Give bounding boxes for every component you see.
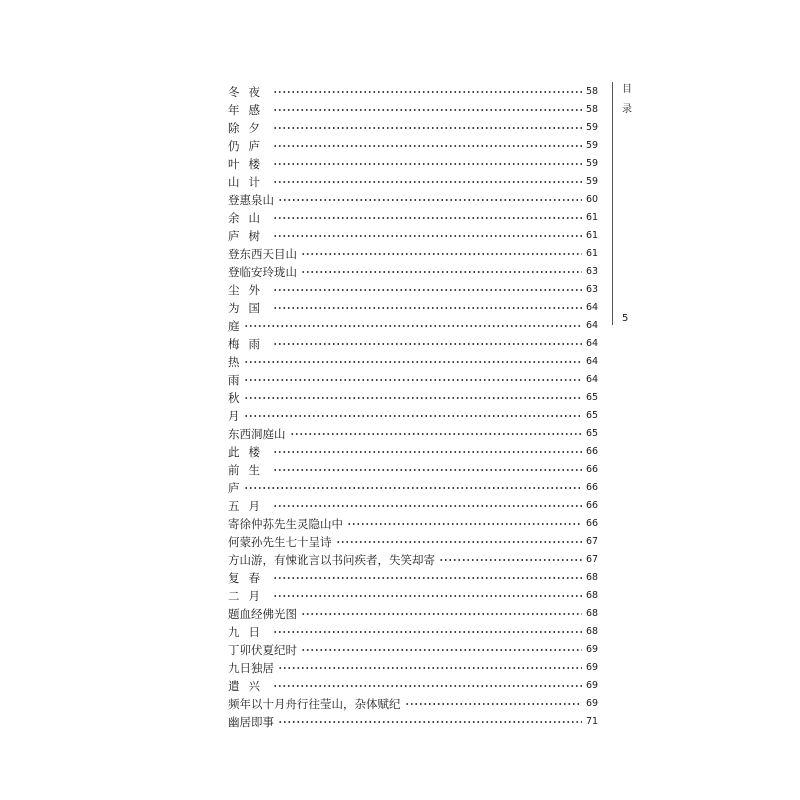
toc-entry: [228, 353, 598, 371]
toc-entry-page: 64: [586, 374, 599, 385]
side-divider: [612, 82, 613, 325]
toc-entry-page: 66: [586, 500, 599, 511]
toc-entry-page: 65: [586, 428, 599, 439]
toc-entry: [228, 137, 598, 155]
toc-entry-title: 山计: [228, 175, 269, 189]
toc-entry-title: 登惠泉山: [228, 193, 274, 207]
toc-entry-title: 热: [228, 355, 240, 369]
toc-entry-title: 秋: [228, 391, 240, 405]
toc-entry-page: 68: [586, 608, 599, 619]
dot-leader: [244, 395, 583, 401]
toc-entry-page: 69: [586, 644, 599, 655]
toc-entry-title: 九日: [228, 625, 269, 639]
dot-leader: [273, 143, 582, 149]
toc-entry-title: 余山: [228, 211, 269, 225]
toc-entry: [228, 659, 598, 677]
dot-leader: [244, 377, 583, 383]
toc-entry: [228, 587, 598, 605]
toc-entry: [228, 497, 598, 515]
dot-leader: [273, 305, 582, 311]
toc-entry-title: 何蒙孙先生七十呈诗: [228, 535, 332, 549]
toc-entry-title: 为国: [228, 301, 269, 315]
toc-entry-page: 64: [586, 302, 599, 313]
toc-entry-title: 此楼: [228, 445, 269, 459]
toc-entry-page: 69: [586, 662, 599, 673]
toc-entry-title: 复春: [228, 571, 269, 585]
toc-entry: [228, 425, 598, 443]
dot-leader: [273, 467, 582, 473]
toc-entry: [228, 173, 598, 191]
toc-entry-title: 频年以十月舟行往莹山，杂体赋纪: [228, 697, 401, 711]
toc-entry-page: 59: [586, 122, 599, 133]
dot-leader: [273, 575, 582, 581]
toc-entry-page: 67: [586, 536, 599, 547]
toc-entry-page: 69: [586, 680, 599, 691]
toc-entry-title: 方山游，有悚讹言以书问疾者，失笑却寄: [228, 553, 435, 567]
toc-entry: [228, 371, 598, 389]
running-header-char: 目: [622, 84, 632, 95]
dot-leader: [273, 125, 582, 131]
dot-leader: [273, 341, 582, 347]
toc-entry: [228, 569, 598, 587]
toc-entry: [228, 335, 598, 353]
toc-entry: [228, 407, 598, 425]
toc-entry-page: 66: [586, 446, 599, 457]
dot-leader: [301, 269, 582, 275]
toc-entry: [228, 389, 598, 407]
toc-entry-page: 63: [586, 284, 599, 295]
toc-entry: [228, 677, 598, 695]
toc-entry-page: 61: [586, 212, 599, 223]
toc-entry-title: 幽居即事: [228, 715, 274, 729]
toc-entry-title: 登东西天目山: [228, 247, 297, 261]
dot-leader: [273, 287, 582, 293]
page-number: 5: [622, 313, 629, 324]
toc-entry-title: 除夕: [228, 121, 269, 135]
toc-entry: [228, 263, 598, 281]
toc-entry-page: 63: [586, 266, 599, 277]
table-of-contents: [228, 83, 598, 731]
toc-entry-title: 月: [228, 409, 240, 423]
toc-entry: [228, 119, 598, 137]
toc-entry-page: 61: [586, 248, 599, 259]
toc-entry-title: 尘外: [228, 283, 269, 297]
toc-entry: [228, 245, 598, 263]
toc-entry-page: 66: [586, 464, 599, 475]
toc-entry: [228, 443, 598, 461]
toc-entry-page: 59: [586, 158, 599, 169]
toc-entry-page: 68: [586, 590, 599, 601]
toc-entry-page: 64: [586, 356, 599, 367]
dot-leader: [244, 413, 583, 419]
toc-entry-title: 寄徐仲荪先生灵隐山中: [228, 517, 343, 531]
dot-leader: [405, 701, 583, 707]
dot-leader: [273, 161, 582, 167]
dot-leader: [273, 107, 582, 113]
toc-entry: [228, 155, 598, 173]
toc-entry-title: 二月: [228, 589, 269, 603]
toc-entry-page: 64: [586, 320, 599, 331]
dot-leader: [244, 323, 583, 329]
toc-entry-page: 68: [586, 572, 599, 583]
dot-leader: [290, 431, 583, 437]
toc-entry-page: 71: [586, 716, 599, 727]
dot-leader: [273, 683, 582, 689]
dot-leader: [439, 557, 582, 563]
toc-entry: [228, 605, 598, 623]
toc-entry: [228, 209, 598, 227]
toc-entry-title: 冬夜: [228, 85, 269, 99]
toc-entry-title: 登临安玲珑山: [228, 265, 297, 279]
toc-entry-title: 庐树: [228, 229, 269, 243]
toc-entry-page: 58: [586, 104, 599, 115]
toc-entry-title: 题血经佛光图: [228, 607, 297, 621]
toc-entry-title: 东西洞庭山: [228, 427, 286, 441]
dot-leader: [278, 719, 582, 725]
toc-entry: [228, 623, 598, 641]
toc-entry-title: 年感: [228, 103, 269, 117]
toc-entry: [228, 533, 598, 551]
toc-entry: [228, 461, 598, 479]
toc-entry-page: 58: [586, 86, 599, 97]
toc-entry: [228, 713, 598, 731]
toc-entry: [228, 515, 598, 533]
toc-entry: [228, 317, 598, 335]
toc-entry-title: 前生: [228, 463, 269, 477]
toc-entry-page: 59: [586, 176, 599, 187]
toc-entry: [228, 281, 598, 299]
dot-leader: [347, 521, 582, 527]
dot-leader: [336, 539, 583, 545]
dot-leader: [273, 629, 582, 635]
dot-leader: [301, 251, 582, 257]
toc-entry-page: 59: [586, 140, 599, 151]
toc-entry-page: 61: [586, 230, 599, 241]
toc-entry-page: 65: [586, 392, 599, 403]
toc-entry: [228, 641, 598, 659]
dot-leader: [273, 179, 582, 185]
toc-entry-title: 庭: [228, 319, 240, 333]
toc-entry-page: 69: [586, 698, 599, 709]
toc-entry-title: 五月: [228, 499, 269, 513]
running-header-char: 录: [622, 104, 632, 115]
dot-leader: [278, 665, 582, 671]
toc-entry: [228, 101, 598, 119]
toc-entry: [228, 695, 598, 713]
toc-entry-title: 仍庐: [228, 139, 269, 153]
toc-entry-title: 丁卯伏夏纪时: [228, 643, 297, 657]
toc-entry-title: 梅雨: [228, 337, 269, 351]
toc-entry-title: 九日独居: [228, 661, 274, 675]
dot-leader: [278, 197, 582, 203]
toc-entry: [228, 299, 598, 317]
toc-entry-page: 60: [586, 194, 599, 205]
toc-entry: [228, 227, 598, 245]
toc-entry-title: 庐: [228, 481, 240, 495]
toc-entry-page: 65: [586, 410, 599, 421]
dot-leader: [301, 611, 582, 617]
dot-leader: [273, 215, 582, 221]
toc-entry: [228, 191, 598, 209]
toc-entry-title: 雨: [228, 373, 240, 387]
dot-leader: [273, 89, 582, 95]
toc-entry-title: 叶楼: [228, 157, 269, 171]
toc-entry: [228, 551, 598, 569]
dot-leader: [273, 503, 582, 509]
toc-entry-page: 64: [586, 338, 599, 349]
dot-leader: [273, 593, 582, 599]
toc-entry-page: 67: [586, 554, 599, 565]
dot-leader: [244, 359, 583, 365]
toc-entry-title: 遣兴: [228, 679, 269, 693]
dot-leader: [273, 233, 582, 239]
dot-leader: [273, 449, 582, 455]
toc-entry: [228, 479, 598, 497]
running-header: [621, 80, 633, 120]
toc-entry-page: 66: [586, 518, 599, 529]
toc-entry: [228, 83, 598, 101]
toc-entry-page: 68: [586, 626, 599, 637]
dot-leader: [301, 647, 582, 653]
toc-entry-page: 66: [586, 482, 599, 493]
dot-leader: [244, 485, 583, 491]
